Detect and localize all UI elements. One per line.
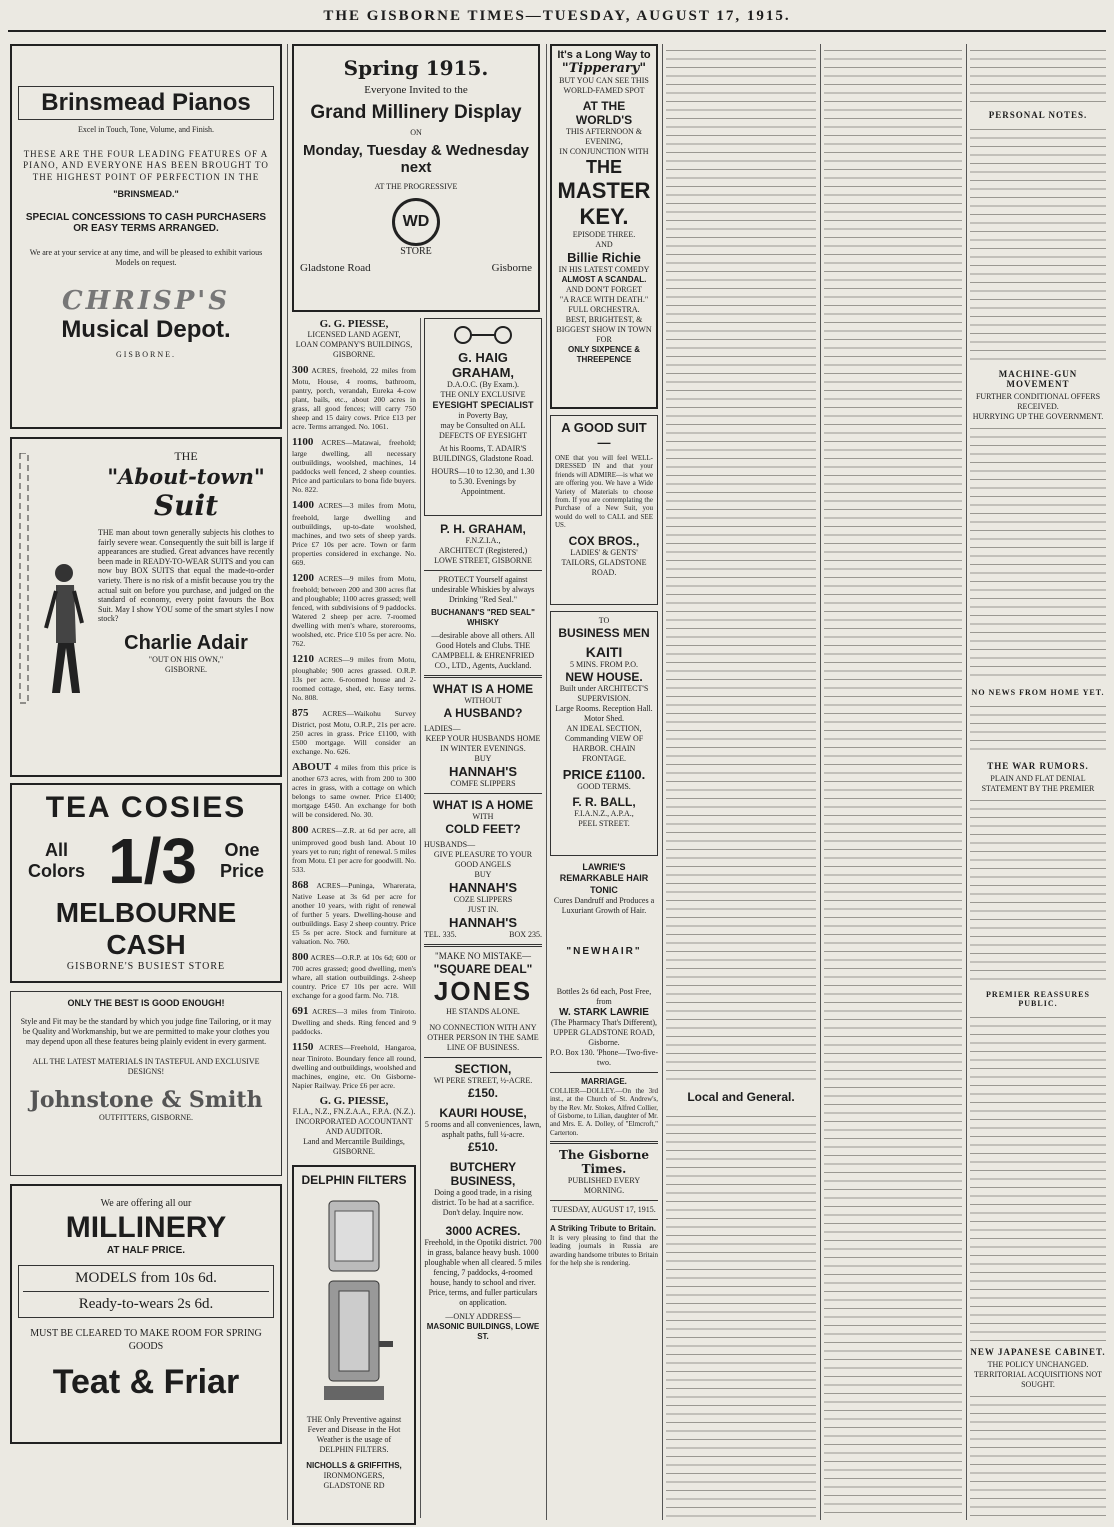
brinsmead-concessions: SPECIAL CONCESSIONS TO CASH PURCHASERS OR EASY TERMS ARRANGED. — [25, 212, 267, 234]
spring-display-column — [292, 44, 540, 312]
millinery-ready: Ready-to-wears 2s 6d. — [78, 1296, 214, 1312]
kaiti-ad — [550, 611, 658, 856]
millinery-half: AT HALF PRICE. — [106, 1244, 186, 1256]
whisky-brand: BUCHANAN'S "RED SEAL" WHISKY — [431, 608, 535, 627]
millinery-cleared: MUST BE CLEARED TO MAKE ROOM FOR SPRING GOODS — [30, 1328, 262, 1352]
longway-conj: IN CONJUNCTION WITH — [559, 147, 649, 156]
personal-notes-heading: PERSONAL NOTES. — [988, 110, 1088, 120]
war-rumors-sub-2: STATEMENT BY THE PREMIER — [981, 784, 1095, 793]
filter-illustration — [309, 1191, 399, 1411]
hannah-q1: WHAT IS A HOME — [432, 682, 534, 696]
hannah-buy: BUY — [474, 754, 492, 763]
graham-role: EYESIGHT SPECIALIST — [432, 400, 534, 410]
johnstone-body: Style and Fit may be the standard by which you judge fine Tailoring, or it may be Quality and Workmanship, but we are permitted to make your clothes you may depend upon all these features being plainly evident in every garment. — [20, 1017, 272, 1047]
listing-acres: 875 — [292, 706, 309, 719]
chrisps-town: GISBORNE. — [115, 350, 176, 359]
johnstone-sub: OUTFITTERS, GISBORNE. — [98, 1113, 193, 1123]
longway-scandal: ALMOST A SCANDAL. — [561, 275, 647, 284]
kauri-desc: 5 rooms and all conveniences, lawn, asphalt paths, full ¼-acre. — [424, 1120, 542, 1140]
piesse-addr: LOAN COMPANY'S BUILDINGS, GISBORNE. — [295, 340, 413, 359]
listing-text: ACRES—O.R.P. at 10s 6d; 600 or 700 acres grassed; good dwelling, men's whare, all station outbuildings. 2-sheep country. Price £7 10s per acre. Will exchange for a good farm. No. 718. — [292, 952, 416, 1000]
millinery-title: MILLINERY — [65, 1210, 227, 1244]
listing-text: ACRES—Waikohu Survey District, post Motu, O.R.P., 21s per acre. 250 acres in grass. Price £1100, with £500 mortgage. Will consider an exchange. No. 626. — [292, 708, 416, 757]
marriage-head: MARRIAGE. — [581, 1076, 627, 1086]
tea-cosies-one-price: Price — [219, 861, 264, 881]
butchery-title: BUTCHERY BUSINESS, — [449, 1160, 517, 1189]
hannah-q4: COLD FEET? — [445, 822, 521, 836]
longway-and: AND — [595, 240, 613, 249]
brinsmead-title: Brinsmead Pianos — [18, 86, 274, 120]
listing-text: ACRES—Matawai, freehold; large dwelling, all necessary outbuildings, woolshed, machines, 14 paddocks well fenced, 2 sheep counties. Price and particulars to bona fide buyers. No. 822. — [292, 438, 416, 495]
acres-desc: Freehold, in the Opotiki district. 700 in grass, balance heavy bush. 1000 ploughable when all cleared. 5 miles fencing, 7 paddocks, 4-roomed house, handy to school and river. Price, terms, and fuller particulars on application. — [424, 1238, 542, 1308]
delphin-firm: NICHOLLS & GRIFFITHS, — [306, 1461, 402, 1471]
land-listing — [292, 436, 416, 494]
listing-acres: ABOUT — [292, 761, 332, 774]
spring-days: Monday, Tuesday & Wednesday next — [303, 141, 529, 176]
tea-cosies-price: 1/3 — [108, 825, 197, 897]
hannah-hannahs-2: HANNAH'S — [448, 880, 518, 895]
worlds-theatre-ad — [550, 44, 658, 409]
section-price: £150. — [467, 1086, 499, 1101]
longway-orch: FULL ORCHESTRA. — [568, 305, 640, 314]
spring-invite: Everyone Invited to the — [364, 84, 468, 96]
japanese-cabinet-sub: THE POLICY UNCHANGED. — [987, 1360, 1089, 1369]
land-listing — [292, 824, 416, 873]
longway-forget: AND DON'T FORGET — [566, 285, 642, 294]
longway-at: AT THE WORLD'S — [575, 99, 633, 127]
column-1 — [10, 44, 282, 1444]
cox-role: LADIES' & GENTS' TAILORS, GLADSTONE ROAD. — [561, 547, 647, 577]
listing-text: ACRES—Z.R. at 6d per acre, all unimproved good bush land. About 10 years yet to run; right of renewal. 5 miles from Motu. £1 per acre for goodwill. No. 533. — [292, 826, 416, 874]
news-column-5 — [666, 44, 816, 1520]
charlie-adair-slogan: "OUT ON HIS OWN," — [148, 654, 224, 664]
chrisps-name: CHRISP'S — [61, 286, 231, 316]
kaiti-ideal: AN IDEAL SECTION, — [566, 724, 642, 733]
graham-hours: HOURS—10 to 12.30, and 1.30 to 5.30. Evenings by Appointment. — [431, 467, 535, 497]
good-suit-ad — [550, 415, 658, 605]
longway-race: "A RACE WITH DEATH." — [559, 295, 649, 304]
graham-rooms: At his Rooms, T. ADAIR'S BUILDINGS, Gladstone Road. — [432, 444, 534, 464]
jones-square: "SQUARE DEAL" — [433, 962, 533, 977]
charlie-adair-town: GISBORNE. — [164, 664, 207, 674]
listing-acres: 1100 — [292, 436, 314, 449]
graham-quals: D.A.O.C. (By Exam.). — [447, 380, 519, 389]
jones-name: JONES — [433, 976, 533, 1007]
walking-man-illustration — [16, 453, 96, 713]
brinsmead-service: We are at your service at any time, and will be pleased to exhibit various Models on request. — [29, 248, 263, 267]
wd-logo-text: WD — [402, 212, 430, 230]
longway-price: ONLY SIXPENCE & THREEPENCE — [567, 345, 641, 364]
section-addr: WI PERE STREET, ½-ACRE. — [433, 1076, 533, 1086]
listing-acres: 1200 — [292, 571, 314, 584]
brinsmead-brand: "BRINSMEAD." — [113, 188, 179, 199]
acres-addr: MASONIC BUILDINGS, LOWE ST. — [426, 1322, 540, 1342]
about-town-ad — [10, 437, 282, 777]
kaiti-to: TO — [598, 616, 610, 625]
spring-display: Grand Millinery Display — [310, 101, 522, 123]
good-suit-title: A GOOD SUIT— — [561, 420, 647, 450]
eyesight-ad — [424, 318, 542, 516]
brinsmead-ad — [10, 44, 282, 429]
war-commentary-text — [666, 44, 816, 1084]
hannah-without: WITHOUT — [464, 696, 502, 705]
delphin-addr: IRONMONGERS, GLADSTONE RD — [323, 1471, 385, 1491]
spring-at: AT THE PROGRESSIVE — [374, 181, 458, 191]
spectacles-icon — [438, 325, 528, 345]
land-listing — [292, 761, 416, 819]
paper-name: The Gisborne Times. — [558, 1148, 650, 1177]
hair-tonic-ad — [550, 862, 658, 1068]
land-listing — [292, 879, 416, 946]
spring-store: STORE — [400, 245, 432, 257]
brinsmead-sub: Excel in Touch, Tone, Volume, and Finish. — [77, 125, 215, 134]
spring-title: Spring 1915. — [343, 56, 489, 80]
longway-song: "Tipperary" — [561, 61, 647, 76]
lawrie-pharm: (The Pharmacy That's Different), UPPER GLADSTONE ROAD, Gisborne. — [551, 1017, 657, 1047]
graham-consult: may be Consulted on ALL DEFECTS OF EYESIGHT — [438, 421, 527, 441]
hannah-just: JUST IN. — [467, 905, 499, 914]
machine-gun-sub-2: HURRYING UP THE GOVERNMENT. — [972, 412, 1104, 421]
johnstone-smith-ad — [10, 991, 282, 1176]
marriage-body: COLLIER—DOLLEY.—On the 3rd inst., at the Church of St. Andrew's, by the Rev. Mr. Stokes, Alfred Collier, of Gisborne, to Lilian, daughter of Mr. and Mrs. E. A. Dolley, of "Elmcroft," Carterton. — [550, 1086, 658, 1137]
johnstone-head: ONLY THE BEST IS GOOD ENOUGH! — [67, 998, 225, 1008]
kaiti-head: BUSINESS MEN — [558, 626, 650, 640]
good-suit-body: ONE that you will feel WELL-DRESSED IN and that your friends will ADMIRE—is what we are offering you. We have a Wide Variety of Materials to choose from. If you are contemplating the Purchase of a New Suit, you would do well to CALL and SEE US. — [555, 454, 653, 530]
piesse-name-2: G. G. PIESSE, — [319, 1095, 389, 1108]
kaiti-built: Built under ARCHITECT'S SUPERVISION. — [559, 684, 649, 703]
graham-name: G. HAIG GRAHAM, — [451, 350, 515, 380]
listing-acres: 1210 — [292, 652, 314, 665]
piesse-quals: F.I.A., N.Z., FN.Z.A.A., F.P.A. (N.Z.). — [292, 1107, 416, 1117]
local-general-heading: Local and General. — [687, 1090, 795, 1104]
kaiti-house: NEW HOUSE. — [565, 670, 643, 684]
listing-text: ACRES—Puninga, Wharerata, Native Lease at 3s 6d per acre for another 10 years, with right of renewal of further 5 years. Dwelling-house and outbuildings. Easy 2 sheep country. Price £5 5s per acre. Stock and furniture at valuation. No. 760. — [292, 880, 416, 946]
news-column-6 — [824, 44, 962, 1520]
acres-title: 3000 ACRES. — [445, 1224, 521, 1239]
longway-actor: Billie Richie — [567, 250, 641, 265]
longway-this: THIS AFTERNOON & EVENING, — [565, 127, 642, 146]
paper-aside: A Striking Tribute to Britain. — [550, 1224, 656, 1234]
piesse-listings — [292, 364, 416, 1090]
delphin-ad — [292, 1165, 416, 1525]
acres-only: —ONLY ADDRESS— — [445, 1312, 521, 1322]
brinsmead-body: THESE ARE THE FOUR LEADING FEATURES OF A PIANO, AND EVERYONE HAS BEEN BROUGHT TO THE HIGHEST POINT OF PERFECTION IN THE — [23, 149, 269, 182]
johnstone-name: Johnstone & Smith — [29, 1087, 263, 1114]
machine-gun-heading: MACHINE-GUN MOVEMENT — [998, 369, 1078, 389]
machine-gun-sub: FURTHER CONDITIONAL OFFERS RECEIVED. — [975, 392, 1101, 411]
no-news-heading: NO NEWS FROM HOME YET. — [971, 688, 1105, 697]
piesse-name: G. G. PIESSE, — [319, 318, 389, 330]
hannahs-ad — [424, 682, 542, 940]
longway-but: BUT YOU CAN SEE THIS WORLD-FAMED SPOT — [559, 76, 649, 95]
land-listing — [292, 499, 416, 566]
listing-acres: 300 — [292, 364, 309, 376]
whisky-desc: —desirable above all others. All Good Hotels and Clubs. THE CAMPBELL & EHRENFRIED CO., LTD., Agents, Auckland. — [431, 631, 535, 670]
kaiti-street: PEEL STREET. — [578, 819, 630, 828]
land-listing — [292, 364, 416, 431]
graham-only: THE ONLY EXCLUSIVE — [440, 390, 526, 399]
jones-ad — [424, 951, 542, 1053]
longway-episode: EPISODE THREE. — [572, 230, 636, 239]
architect-quals: F.N.Z.I.A., — [465, 536, 501, 545]
jones-conn: NO CONNECTION WITH ANY OTHER PERSON IN THE SAME LINE OF BUSINESS. — [427, 1023, 539, 1053]
kaiti-rooms: Large Rooms. Reception Hall. Motor Shed. — [555, 704, 653, 723]
piesse-role: LICENSED LAND AGENT, — [307, 330, 401, 339]
hannah-q3: WHAT IS A HOME — [432, 798, 534, 812]
column-7 — [970, 44, 1106, 1520]
chrisps-depot: Musical Depot. — [61, 316, 231, 343]
hannah-give: GIVE PLEASURE TO YOUR GOOD ANGELS — [433, 850, 533, 869]
master-key-the: THE — [586, 157, 622, 177]
kaiti-quals: F.I.A.N.Z., A.P.A., — [574, 809, 634, 818]
tea-cosies-one: One — [224, 840, 260, 860]
kaiti-agent: F. R. BALL, — [572, 795, 636, 809]
hannah-box: BOX 235. — [509, 930, 542, 939]
land-listing — [292, 707, 416, 756]
tea-cosies-all: All — [45, 840, 69, 860]
about-town-body: THE man about town generally subjects his clothes to fairly severe wear. Consequently the suit bill is large if appearances are studied. Great advances have recently been made in READY-TO-WEAR SUITS and you can now buy BOX SUITS that equal the made-to-order variety. There is no risk of a misfit because you try the actual suit on before you purchase, and judged on the standard of economy, every point favours the Box Suit. May I show YOU some of the smart styles I now stock? — [98, 528, 274, 624]
kaiti-terms: GOOD TERMS. — [577, 782, 631, 791]
listing-text: ACRES, freehold, 22 miles from Motu, House, 4 rooms, bathroom, pantry, porch, verandah, Eureka 4-cow plant, bails, etc., about 200 acres in grass, all good fences; will carry 750 sheep and 15 dairy cows. Price £13 per acre. Terms arranged. No. 1061. — [292, 366, 416, 432]
delphin-title: DELPHIN FILTERS — [301, 1173, 407, 1188]
tea-cosies-colors: Colors — [28, 861, 86, 881]
land-listing — [292, 653, 416, 702]
paper-pub: PUBLISHED EVERY MORNING. — [567, 1176, 641, 1196]
whisky-protect: PROTECT Yourself against undesirable Whiskies by always Drinking "Red Seal." — [431, 575, 535, 604]
tea-cosies-title: TEA COSIES — [45, 791, 247, 824]
listing-acres: 868 — [292, 878, 309, 891]
kaiti-price: PRICE £1100. — [562, 767, 646, 782]
spring-display-ad — [292, 44, 540, 312]
architect-name: P. H. GRAHAM, — [440, 522, 526, 536]
listing-text: ACRES—9 miles from Motu, ploughable; 900 acres grassed. O.R.P. 13s per acre. 6-roomed house and 2-roomed cottage, shed, etc. Easy terms. No. 808. — [292, 654, 416, 702]
hannah-with: WITH — [472, 812, 494, 821]
charlie-adair-name: Charlie Adair — [124, 631, 248, 654]
hannah-husbands: HUSBANDS— — [424, 840, 476, 849]
piesse-role-2: INCORPORATED ACCOUNTANT AND AUDITOR. — [295, 1117, 413, 1137]
butchery-desc: Doing a good trade, in a rising district. To be had at a sacrifice. Don't delay. Inquire now. — [432, 1188, 534, 1218]
column-4 — [550, 44, 658, 1268]
cox-bros: COX BROS., — [568, 533, 640, 548]
listing-acres: 1400 — [292, 499, 314, 512]
jones-make: "MAKE NO MISTAKE— — [435, 951, 531, 961]
masthead: THE GISBORNE TIMES—TUESDAY, AUGUST 17, 1915. — [323, 8, 791, 24]
hannah-ladies: LADIES— — [424, 724, 461, 733]
land-listing — [292, 951, 416, 1000]
masthead-rule — [8, 30, 1106, 32]
premier-reassures-heading: PREMIER REASSURES PUBLIC. — [986, 990, 1090, 1008]
listing-text: ACRES—9 miles from Motu, freehold; between 200 and 300 acres flat and ploughable; 1100 acres grassed; well fenced, with subdivisions of 9 paddocks. Watered 2 sheep per acre. 7-roomed dwelling with men's whare, storerooms, woolshed, etc. Price £10 5s per acre. No. 762. — [292, 573, 416, 648]
hannah-hannahs-3: HANNAH'S — [448, 915, 518, 930]
listing-acres: 1150 — [292, 1041, 314, 1054]
kauri-title: KAURI HOUSE, — [439, 1106, 527, 1121]
kaiti-place: KAITI — [585, 644, 623, 660]
hannah-slippers: COMFE SLIPPERS — [450, 779, 516, 788]
teat-friar-name: Teat & Friar — [52, 1363, 240, 1401]
land-listing — [292, 1041, 416, 1090]
longway-title: It's a Long Way to — [557, 49, 651, 61]
hannah-keep: KEEP YOUR HUSBANDS HOME IN WINTER EVENINGS. — [425, 734, 541, 753]
melbourne-cash: MELBOURNE CASH — [55, 897, 237, 960]
hannah-q2: A HUSBAND? — [443, 706, 523, 720]
paper-date: TUESDAY, AUGUST 17, 1915. — [552, 1205, 656, 1215]
kaiti-view: Commanding VIEW OF HARBOR. CHAIN FRONTAGE. — [564, 734, 644, 763]
listing-acres: 800 — [292, 824, 309, 837]
hannah-slippers-2: COZE SLIPPERS — [453, 895, 513, 904]
graham-place: in Poverty Bay, — [458, 411, 508, 421]
land-listing — [292, 572, 416, 648]
paper-lead: It is very pleasing to find that the leading journals in Russia are awarding handsome tributes to Britain for the help she is rendering. — [550, 1234, 658, 1268]
listing-text: ACRES—3 miles from Tiniroto. Dwelling and sheds. Ring fenced and 9 paddocks. — [292, 1006, 416, 1037]
piesse-column — [292, 318, 416, 1525]
news-column-6-text — [824, 44, 962, 1520]
war-rumors-sub: PLAIN AND FLAT DENIAL — [990, 774, 1086, 783]
kauri-price: £510. — [467, 1140, 499, 1155]
millinery-offer: We are offering all our — [100, 1198, 192, 1209]
hannah-tel: TEL. 335. — [424, 930, 457, 939]
section-title: SECTION, — [454, 1062, 512, 1077]
listing-text: 4 miles from this price is another 673 acres, with from 200 to 300 acres in grass, with a cottage on which belongs to same owner. Price £1400; mortgage £450. An exchange for both will be considered. No. 30. — [292, 763, 416, 820]
longway-best: BEST, BRIGHTEST, & BIGGEST SHOW IN TOWN FOR — [556, 315, 652, 344]
about-town-suit: Suit — [153, 489, 219, 522]
melbourne-tag: GISBORNE'S BUSIEST STORE — [66, 961, 226, 972]
about-town-title: "About-town" — [107, 464, 265, 489]
lawrie-newhair: "NEWHAIR" — [566, 945, 642, 957]
hannah-buy-2: BUY — [474, 870, 492, 879]
kaiti-mins: 5 MINS. FROM P.O. — [569, 660, 639, 669]
war-rumors-heading: THE WAR RUMORS. — [987, 761, 1089, 771]
spring-town: Gisborne — [491, 262, 532, 275]
millinery-models: MODELS from 10s 6d. — [75, 1270, 217, 1286]
lawrie-desc: Cures Dandruff and Produces a Luxuriant Growth of Hair. — [553, 895, 655, 915]
land-listing — [292, 1005, 416, 1036]
listing-acres: 800 — [292, 950, 309, 963]
wd-logo — [392, 198, 440, 246]
local-general-text — [666, 1110, 816, 1520]
column-3 — [424, 318, 542, 1342]
about-town-the: THE — [174, 449, 198, 463]
master-key-key: KEY. — [579, 204, 629, 229]
delphin-body: THE Only Preventive against Fever and Disease in the Hot Weather is the usage of DELPHIN FILTERS. — [306, 1415, 402, 1455]
architect-role: ARCHITECT (Registered,) — [438, 546, 528, 555]
listing-text: ACRES—Freehold, Hangaroa, near Tiniroto. Boundary fence all round, dwelling and outbuildings, woolshed and machines, engine, etc. On Gisborne-Napier Railway. Price £6 per acre. — [292, 1043, 416, 1091]
lawrie-head: LAWRIE'S REMARKABLE HAIR TONIC — [559, 862, 649, 895]
hannah-hannahs: HANNAH'S — [448, 764, 518, 779]
spring-road: Gladstone Road — [300, 262, 371, 275]
japanese-cabinet-heading: NEW JAPANESE CABINET. — [970, 1347, 1106, 1357]
lawrie-name: W. STARK LAWRIE — [559, 1006, 649, 1018]
tea-cosies-ad — [10, 783, 282, 983]
longway-comedy: IN HIS LATEST COMEDY — [558, 265, 650, 274]
lawrie-bottles: Bottles 2s 6d each, Post Free, from — [556, 986, 652, 1006]
lawrie-box: P.O. Box 130. 'Phone—Two-five-two. — [550, 1047, 658, 1067]
master-key-master: MASTER — [557, 178, 651, 203]
architect-addr: LOWE STREET, GISBORNE — [434, 556, 532, 565]
teat-friar-ad — [10, 1184, 282, 1444]
listing-acres: 691 — [292, 1004, 309, 1017]
piesse-role-3: Land and Mercantile Buildings, GISBORNE. — [303, 1137, 405, 1157]
johnstone-novel: ALL THE LATEST MATERIALS IN TASTEFUL AND EXCLUSIVE DESIGNS! — [32, 1057, 260, 1077]
listing-text: ACRES—3 miles from Motu, freehold, large dwelling and outbuildings, up-to-date woolshed, machines, and two sets of sheep yards. Price £7 10s per acre. Town or farm properties considered in exchange. No. 669. — [292, 501, 416, 567]
jones-stands: HE STANDS ALONE. — [446, 1007, 520, 1017]
japanese-cabinet-sub-2: TERRITORIAL ACQUISITIONS NOT SOUGHT. — [974, 1370, 1102, 1389]
spring-on: ON — [410, 127, 422, 137]
